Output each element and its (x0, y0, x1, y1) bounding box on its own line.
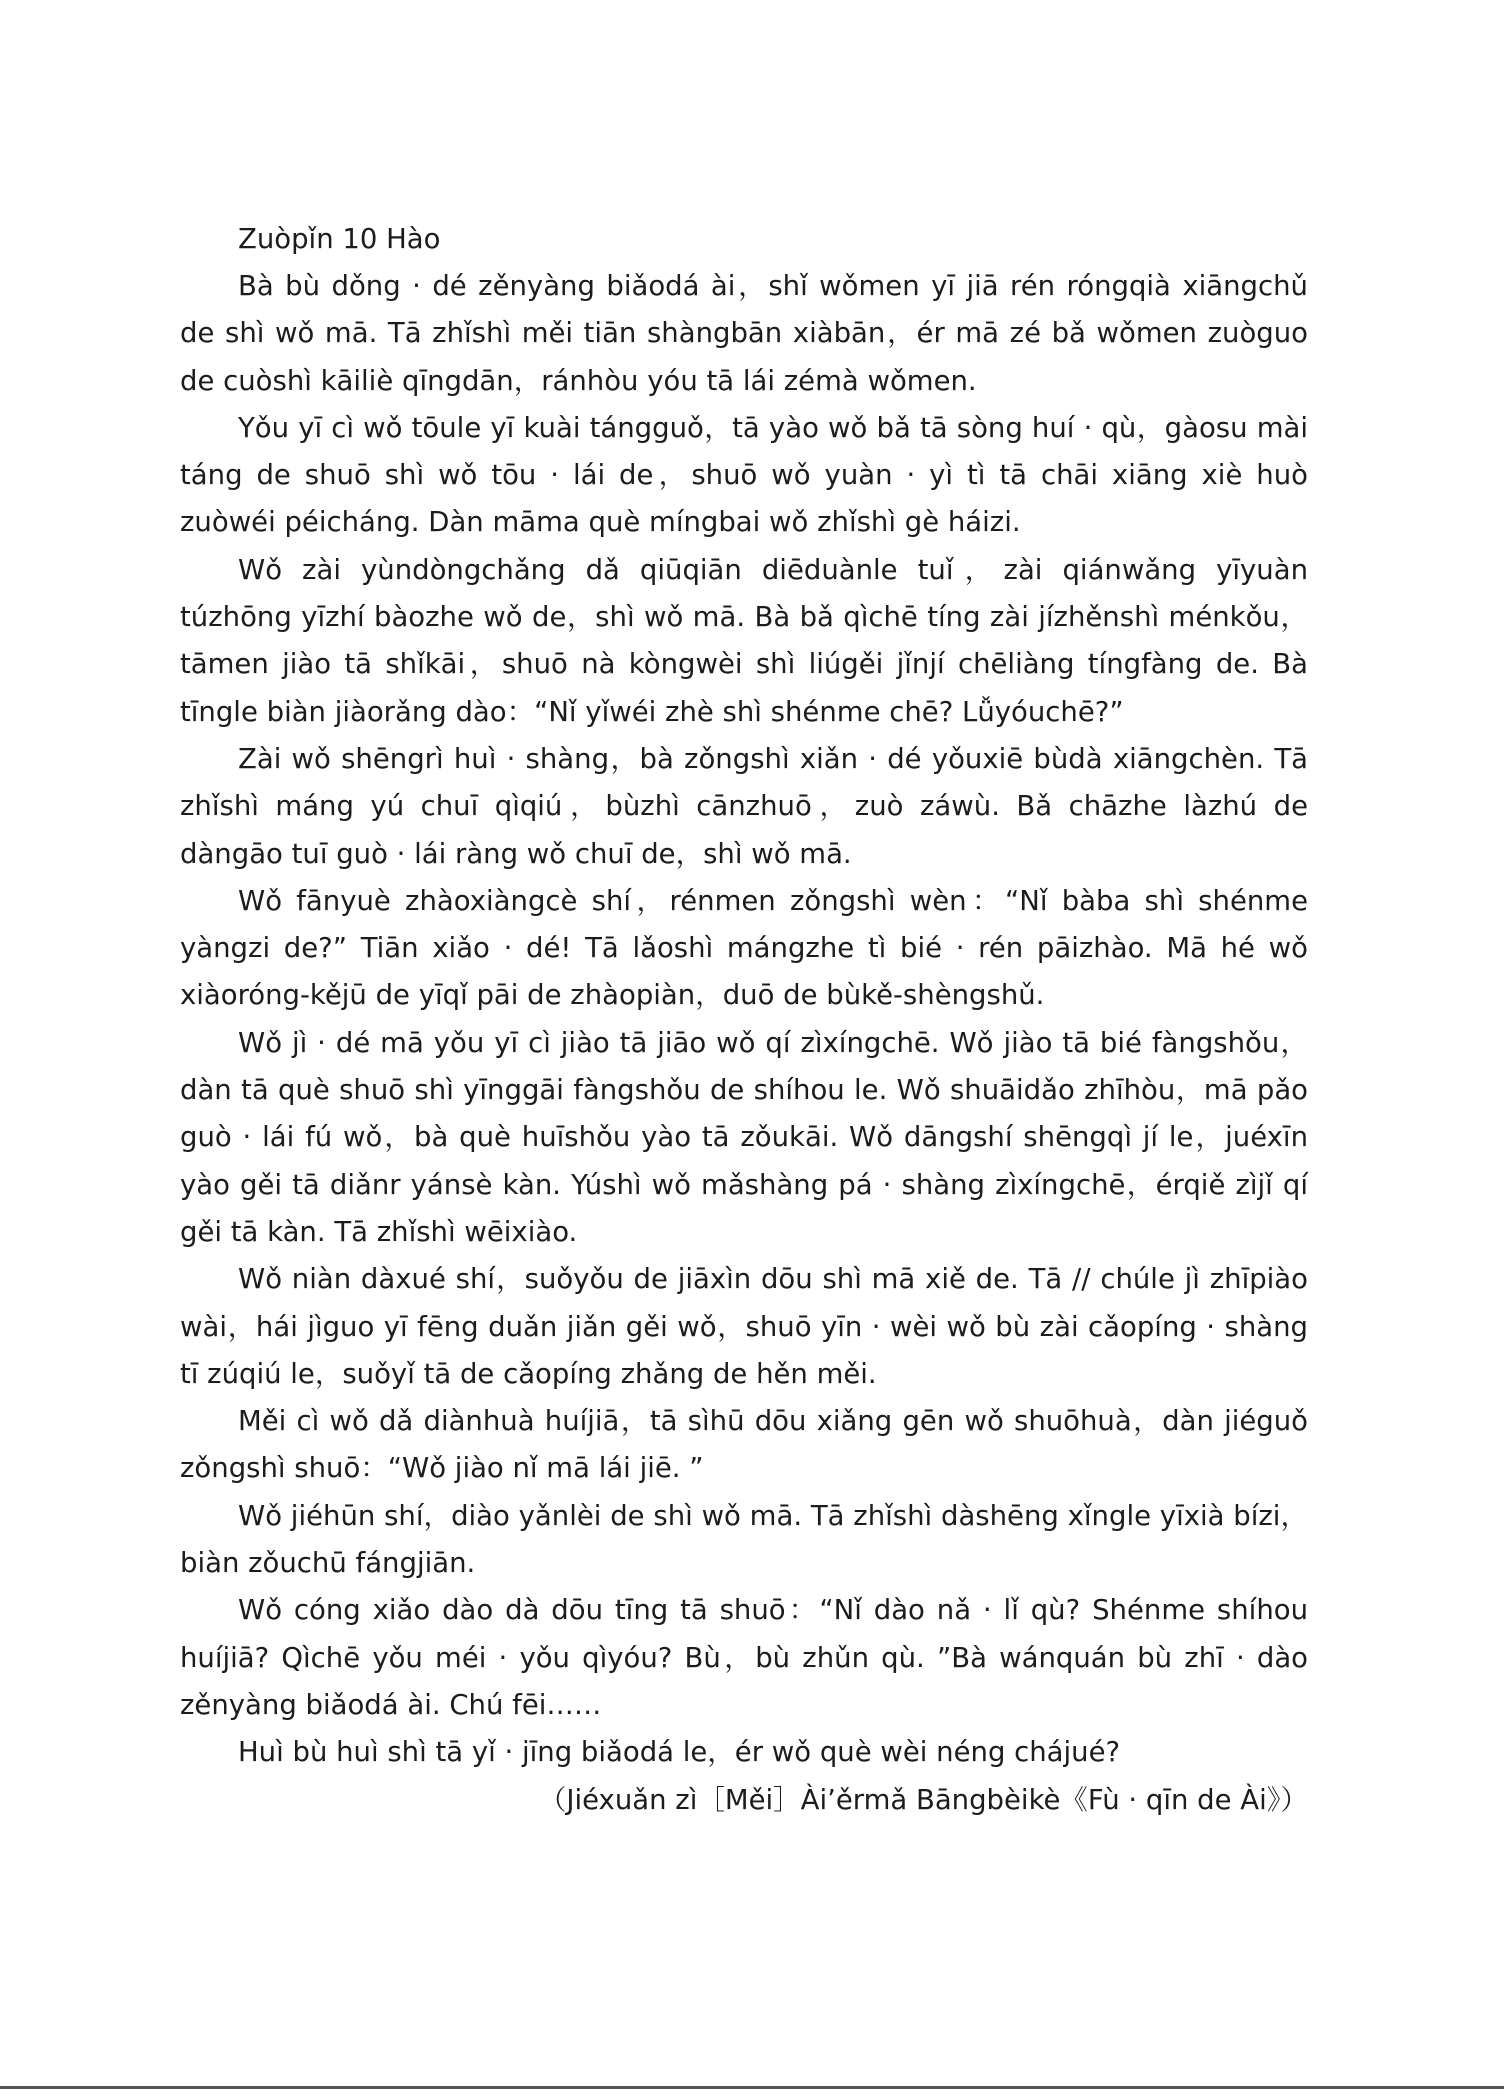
paragraph: Wǒ zài yùndòngchǎng dǎ qiūqiān diēduànle tuǐ，zài qiánwǎng yīyuàn túzhōng yīzhí bàozhe wǒ de，shì wǒ mā. Bà bǎ qìchē tíng zài jízhěnshì ménkǒu，tāmen jiào tā shǐkāi，shuō nà kòngwèi shì liúgěi jǐnjí chēliàng tíngfàng de. Bà tīngle biàn jiàorǎng dào：“Nǐ yǐwéi zhè shì shénme chē? Lǚyóuchē?” (180, 553, 1308, 728)
paragraph: Měi cì wǒ dǎ diànhuà huíjiā，tā sìhū dōu xiǎng gēn wǒ shuōhuà，dàn jiéguǒ zǒngshì shuō：“Wǒ jiào nǐ mā lái jiē. ” (180, 1405, 1308, 1485)
paragraph: Huì bù huì shì tā yǐ · jīng biǎodá le，ér wǒ què wèi néng chájué? (238, 1736, 1121, 1769)
paragraph: Zài wǒ shēngrì huì · shàng，bà zǒngshì xiǎn · dé yǒuxiē bùdà xiāngchèn. Tā zhǐshì máng yú chuī qìqiú，bùzhì cānzhuō，zuò záwù. Bǎ chāzhe làzhú de dàngāo tuī guò · lái ràng wǒ chuī de，shì wǒ mā. (180, 742, 1308, 870)
source-citation: （Jiéxuǎn zì［Měi］Ài’ěrmǎ Bāngbèikè《Fù · qīn de Ài》） (538, 1783, 1308, 1816)
paragraph: Wǒ fānyuè zhàoxiàngcè shí，rénmen zǒngshì wèn：“Nǐ bàba shì shénme yàngzi de?” Tiān xiǎo · dé! Tā lǎoshì mángzhe tì bié · rén pāizhào. Mā hé wǒ xiàoróng-kějū de yīqǐ pāi de zhàopiàn，duō de bùkě-shèngshǔ. (180, 884, 1308, 1012)
paragraph: Wǒ jì · dé mā yǒu yī cì jiào tā jiāo wǒ qí zìxíngchē. Wǒ jiào tā bié fàngshǒu，dàn tā què shuō shì yīnggāi fàngshǒu de shíhou le. Wǒ shuāidǎo zhīhòu，mā pǎo guò · lái fú wǒ，bà què huīshǒu yào tā zǒukāi. Wǒ dāngshí shēngqì jí le，juéxīn yào gěi tā diǎnr yánsè kàn. Yúshì wǒ mǎshàng pá · shàng zìxíngchē，érqiě zìjǐ qí gěi tā kàn. Tā zhǐshì wēixiào. (180, 1026, 1308, 1248)
document-page (180, 216, 1308, 1824)
bottom-rule (0, 2086, 1504, 2089)
work-title: Zuòpǐn 10 Hào (238, 223, 441, 255)
paragraph: Yǒu yī cì wǒ tōule yī kuài tángguǒ，tā yào wǒ bǎ tā sòng huí · qù，gàosu mài táng de shuō shì wǒ tōu · lái de，shuō wǒ yuàn · yì tì tā chāi xiāng xiè huò zuòwéi péicháng. Dàn māma què míngbai wǒ zhǐshì gè háizi. (180, 411, 1308, 539)
paragraph: Wǒ cóng xiǎo dào dà dōu tīng tā shuō：“Nǐ dào nǎ · lǐ qù? Shénme shíhou huíjiā? Qìchē yǒu méi · yǒu qìyóu? Bù，bù zhǔn qù. ”Bà wánquán bù zhī · dào zěnyàng biǎodá ài. Chú fēi…… (180, 1594, 1308, 1721)
paragraph: Wǒ jiéhūn shí，diào yǎnlèi de shì wǒ mā. Tā zhǐshì dàshēng xǐngle yīxià bízi，biàn zǒuchū fángjiān. (180, 1499, 1308, 1580)
paragraph: Wǒ niàn dàxué shí，suǒyǒu de jiāxìn dōu shì mā xiě de. Tā // chúle jì zhīpiào wài，hái jìguo yī fēng duǎn jiǎn gěi wǒ，shuō yīn · wèi wǒ bù zài cǎopíng · shàng tī zúqiú le，suǒyǐ tā de cǎopíng zhǎng de hěn měi. (180, 1263, 1308, 1390)
article-body (180, 263, 1308, 1777)
paragraph: Bà bù dǒng · dé zěnyàng biǎodá ài，shǐ wǒmen yī jiā rén róngqià xiāngchǔ de shì wǒ mā. Tā zhǐshì měi tiān shàngbān xiàbān，ér mā zé bǎ wǒmen zuòguo de cuòshì kāiliè qīngdān，ránhòu yóu tā lái zémà wǒmen. (180, 270, 1308, 397)
